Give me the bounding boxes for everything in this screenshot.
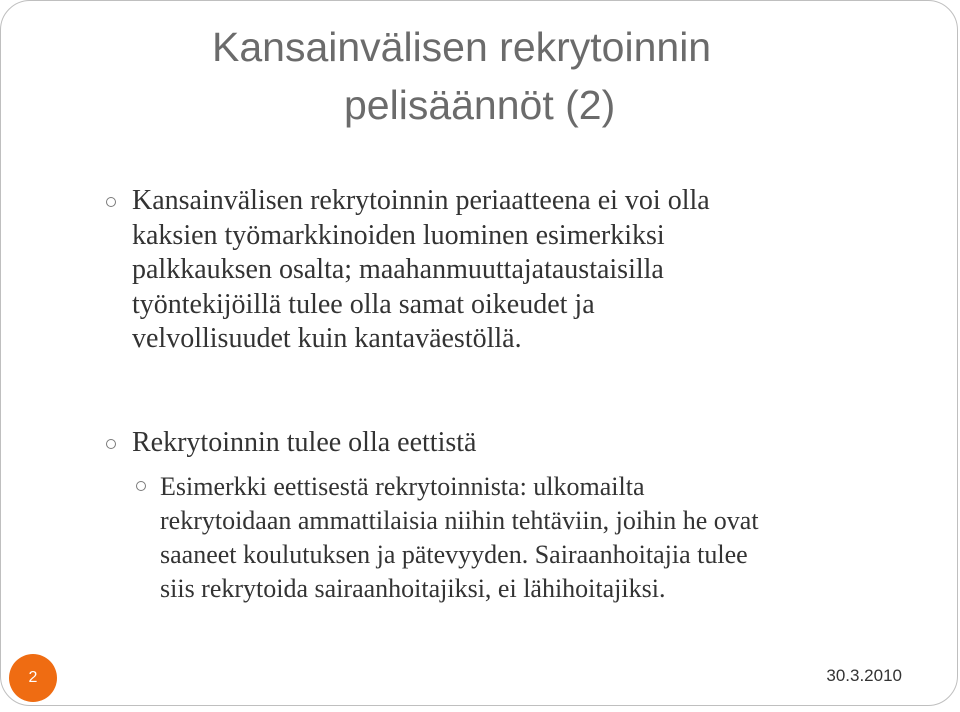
bullet-1-line-1: Kansainvälisen rekrytoinnin periaatteena ei voi olla (132, 185, 710, 216)
slide-title (212, 18, 872, 134)
subbullet-line-2: rekrytoidaan ammattilaisia niihin tehtäviin, joihin he ovat (160, 506, 759, 535)
subbullet-item-1 (160, 470, 920, 606)
subbullet-line-4: siis rekrytoida sairaanhoitajiksi, ei lähihoitajiksi. (160, 574, 666, 603)
bullet-item-1 (132, 184, 892, 357)
subbullet-marker-icon (136, 481, 146, 491)
slide-date: 30.3.2010 (826, 666, 902, 685)
bullet-1-line-4: työntekijöillä tulee olla samat oikeudet ja (132, 288, 595, 320)
bullet-2-text: Rekrytoinnin tulee olla eettistä (132, 427, 477, 458)
page-number-badge: 2 (9, 654, 57, 702)
bullet-1-line-5: velvollisuudet kuin kantaväestöllä. (132, 323, 522, 354)
title-line-2: pelisäännöt (2) (344, 82, 616, 128)
subbullet-line-1: Esimerkki eettisestä rekrytoinnista: ulkomailta (160, 472, 645, 501)
bullet-marker-icon (106, 197, 116, 207)
title-line-1: Kansainvälisen rekrytoinnin (212, 24, 712, 70)
bullet-1-line-3: palkkauksen osalta; maahanmuuttajataustaisilla (132, 254, 664, 285)
bullet-marker-icon (106, 439, 116, 449)
bullet-item-2 (132, 426, 892, 461)
bullet-1-line-2: kaksien työmarkkinoiden luominen esimerkiksi (132, 219, 665, 251)
subbullet-line-3: saaneet koulutuksen ja pätevyyden. Sairaanhoitajia tulee (160, 540, 748, 569)
